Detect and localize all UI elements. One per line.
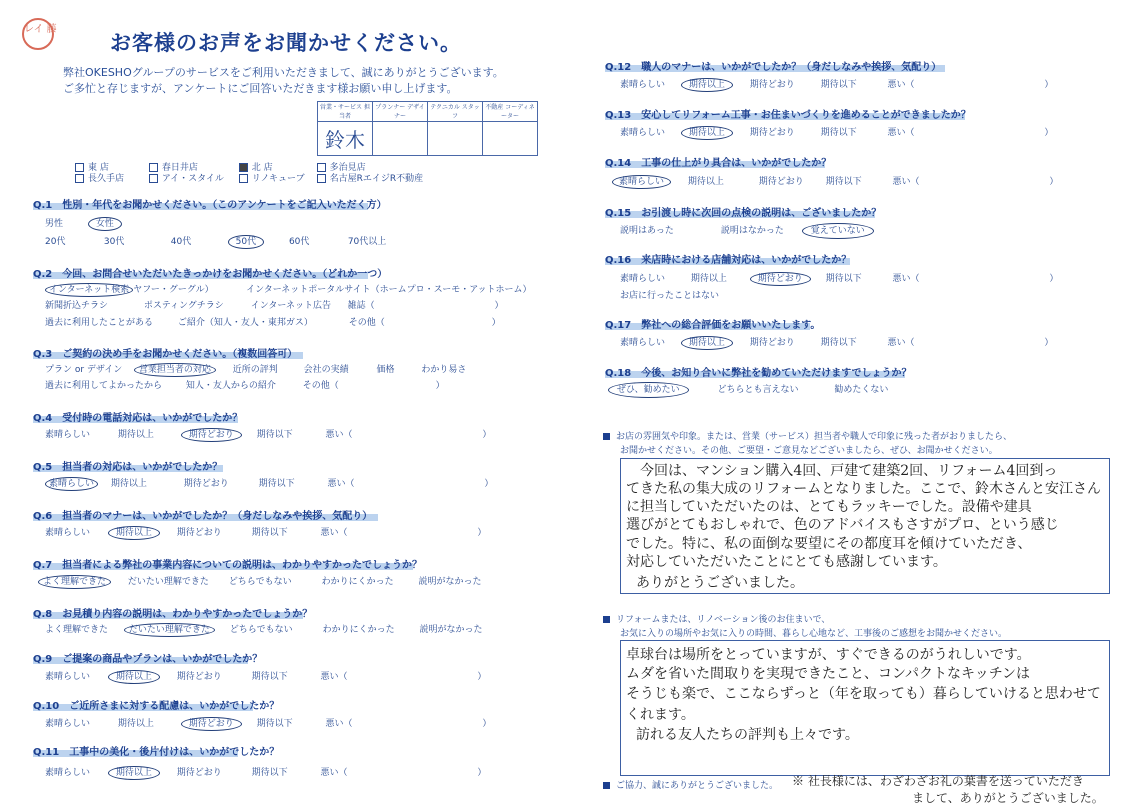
q1-ages: 20代 30代 40代 50代 60代 70代以上 [45,237,387,247]
q12-selected[interactable]: 期待以上 [681,78,733,92]
q1-selected-age[interactable]: 50代 [228,235,264,249]
staff-value-technical[interactable] [428,122,483,156]
q17-selected[interactable]: 期待以上 [681,336,733,350]
q15-options: 説明はあった 説明はなかった 覚えていない [620,223,874,236]
q16-options: 素晴らしい 期待以上 期待どおり 期待以下 悪い（ ） [620,274,1059,284]
q16-label: Q.16 来店時における店舗対応は、いかがでしたか？ [605,255,852,266]
q5-options: 素晴らしい 期待以上 期待どおり 期待以下 悪い（ ） [45,476,493,489]
store-checkbox[interactable] [239,174,248,183]
q4-selected[interactable]: 期待どおり [181,428,242,442]
q2-label: Q.2 今回、お問合せいただいたきっかけをお聞かせください。（どれか一つ） [33,269,388,280]
q14-options: 素晴らしい 期待以上 期待どおり 期待以下 悪い（ ） [612,174,1058,187]
staff-table [317,101,538,156]
bullet-square-icon [603,782,610,789]
q9-selected[interactable]: 期待以上 [108,670,160,684]
q3-row-2: 過去に利用してよかったから 知人・友人からの紹介 その他（ ） [45,381,445,391]
q14-selected[interactable]: 素晴らしい [612,175,671,189]
comment1-line-2: てきた私の集大成のリフォームとなりました。ここで、鈴木さんと安江さん [626,481,1102,497]
staff-header-planner: プランナー デザイナー [373,102,428,122]
q13-label: Q.13 安心してリフォーム工事・お住まいづくりを進めることができましたか？ [605,110,971,121]
q10-selected[interactable]: 期待どおり [181,717,242,731]
comment1-line-7: ありがとうございました。 [636,575,804,591]
q12-options: 素晴らしい 期待以上 期待どおり 期待以下 悪い（ ） [620,80,1054,90]
comment1-line-4: 選びがとてもおしゃれで、色のアドバイスもさすがプロ、という感じ [626,517,1059,533]
bullet-square-icon [603,433,610,440]
comment1-line-3: に担当していただいたのは、とてもラッキーでした。設備や建具 [626,499,1032,515]
store-checkbox[interactable] [149,174,158,183]
store-checkbox[interactable] [317,174,326,183]
comment2-line-2: ムダを省いた間取りを実現できたこと、コンパクトなキッチンは [626,666,1031,682]
q4-label: Q.4 受付時の電話対応は、いかがでしたか？ [33,413,243,424]
page-title: お客様のお声をお聞かせください。 [110,31,462,55]
comment1-line-1: 今回は、マンション購入4回、戸建て建築2回、リフォーム4回到っ [640,463,1058,479]
staff-value-sales[interactable]: 鈴木 [318,122,373,156]
q10-options: 素晴らしい 期待以上 期待どおり 期待以下 悪い（ ） [45,719,492,729]
staff-header-sales: 営業・サービス 担当者 [318,102,373,122]
comment2-prompt: リフォームまたは、リノベーション後のお住まいで、 [603,612,830,625]
q18-options: ぜひ、勧めたい どちらとも言えない 勧めたくない [608,382,888,395]
staff-value-realestate[interactable] [483,122,538,156]
q8-options: よく理解できた だいたい理解できた どちらでもない わかりにくかった 説明がなかった [45,625,483,635]
comment2-line-5: 訪れる友人たちの評判も上々です。 [636,727,859,743]
q11-options: 素晴らしい 期待以上 期待どおり 期待以下 悪い（ ） [45,768,487,778]
q11-label: Q.11 工事中の美化・後片付けは、いかがでしたか？ [33,747,280,758]
q16-extra[interactable]: お店に行ったことはない [620,291,720,301]
q17-label: Q.17 弊社への総合評価をお願いいたします。 [605,320,821,331]
q11-selected[interactable]: 期待以上 [108,766,160,780]
bullet-square-icon [603,616,610,623]
staff-header-realestate: 不動産 コーディネーター [483,102,538,122]
q5-selected[interactable]: 素晴らしい [45,477,98,491]
q6-label: Q.6 担当者のマナーは、いかがでしたか？（身だしなみや挨拶、気配り） [33,511,373,522]
staff-header-technical: テクニカル スタッフ [428,102,483,122]
comment2-line-1: 卓球台は場所をとっていますが、すぐできるのがうれしいです。 [626,647,1031,663]
footer-thanks: ご協力、誠にありがとうございました。 [603,778,778,791]
q2-row-2: 新聞折込チラシ ポスティングチラシ インターネット広告 雑誌（ ） [45,301,504,311]
q2-selected[interactable]: インターネット検索 [45,283,133,297]
comment2-prompt-2: お気に入りの場所やお気に入りの時間、暮らし心地など、工事後のご感想をお聞かせください。 [620,629,1008,639]
company-stamp: レイ 藤 [22,18,54,50]
staff-value-planner[interactable] [373,122,428,156]
store-checkbox[interactable] [75,174,84,183]
q1-gender: 男性 女性 [45,216,122,229]
q3-row-1: プラン or デザイン 営業担当者の対応 近所の評判 会社の実績 価格 わかり易さ [45,365,467,375]
q1-selected-gender[interactable]: 女性 [88,217,122,231]
q12-label: Q.12 職人のマナーは、いかがでしたか？（身だしなみや挨拶、気配り） [605,62,942,73]
q7-selected[interactable]: よく理解できた [38,575,111,589]
q17-options: 素晴らしい 期待以上 期待どおり 期待以下 悪い（ ） [620,338,1054,348]
q18-label: Q.18 今後、お知り合いに弊社を勧めていただけますでしょうか？ [605,368,912,379]
q2-row-3: 過去に利用したことがある ご紹介（知人・友人・東邦ガス） その他（ ） [45,318,501,328]
comment1-prompt-2: お聞かせください。その他、ご要望・ご意見などございましたら、ぜひ、お聞かせください。 [620,446,998,456]
q10-label: Q.10 ご近所さまに対する配慮は、いかがでしたか？ [33,701,280,712]
q15-label: Q.15 お引渡し時に次回の点検の説明は、ございましたか？ [605,208,882,219]
q5-label: Q.5 担当者の対応は、いかがでしたか？ [33,462,223,473]
q3-selected[interactable]: 営業担当者の対応 [134,363,216,377]
q15-selected[interactable]: 覚えていない [802,223,874,239]
q18-selected[interactable]: ぜひ、勧めたい [608,382,689,398]
footer-note-2: まして、ありがとうございました。 [912,791,1104,805]
q2-row-1: インターネット検索 ヤフー・グーグル） インターネットポータルサイト（ホームプロ・スーモ・アットホーム） [45,282,532,295]
comment2-line-3: そうじも楽で、ここならずっと（年を取っても）暮らしていけると思わせて [626,686,1101,702]
q6-selected[interactable]: 期待以上 [108,526,160,540]
comment1-line-6: 対応していただいたことにとても感謝しています。 [626,554,947,570]
store-row-2: 長久手店 アイ・スタイル リノキューブ 名古屋RエイジR不動産 [75,171,423,184]
q8-label: Q.8 お見積り内容の説明は、わかりやすかったでしょうか？ [33,609,313,620]
q13-options: 素晴らしい 期待以上 期待どおり 期待以下 悪い（ ） [620,128,1054,138]
footer-note-1: ※ 社長様には、わざわざお礼の葉書を送っていただき [792,774,1084,788]
comment2-line-4: くれます。 [626,707,695,723]
q7-label: Q.7 担当者による弊社の事業内容についての説明は、わかりやすかったでしょうか？ [33,560,423,571]
q16-selected[interactable]: 期待どおり [750,272,811,286]
intro-line-2: ご多忙と存じますが、アンケートにご回答いただきます様お願い申し上げます。 [63,82,458,95]
q6-options: 素晴らしい 期待以上 期待どおり 期待以下 悪い（ ） [45,528,487,538]
store-row-1: 東 店 春日井店 北 店 多治見店 [75,160,366,173]
q7-options: よく理解できた だいたい理解できた どちらでもない わかりにくかった 説明がなかった [38,574,482,587]
comment1-prompt: お店の雰囲気や印象。または、営業（サービス）担当者や職人で印象に残った者がおりましたら、 [603,429,1012,442]
q4-options: 素晴らしい 期待以上 期待どおり 期待以下 悪い（ ） [45,430,492,440]
q1-label: Q.1 性別・年代をお聞かせください。（このアンケートをご記入いただく方） [33,200,387,211]
q14-label: Q.14 工事の仕上がり具合は、いかがでしたか？ [605,158,832,169]
q8-selected[interactable]: だいたい理解できた [124,623,215,637]
comment1-line-5: でした。特に、私の面倒な要望にその都度耳を傾けていただき、 [626,536,1032,552]
q13-selected[interactable]: 期待以上 [681,126,733,140]
q9-options: 素晴らしい 期待以上 期待どおり 期待以下 悪い（ ） [45,672,487,682]
q3-label: Q.3 ご契約の決め手をお聞かせください。（複数回答可） [33,349,298,360]
intro-line-1: 弊社OKESHOグループのサービスをご利用いただきまして、誠にありがとうございます。 [63,66,504,79]
q9-label: Q.9 ご提案の商品やプランは、いかがでしたか？ [33,654,263,665]
